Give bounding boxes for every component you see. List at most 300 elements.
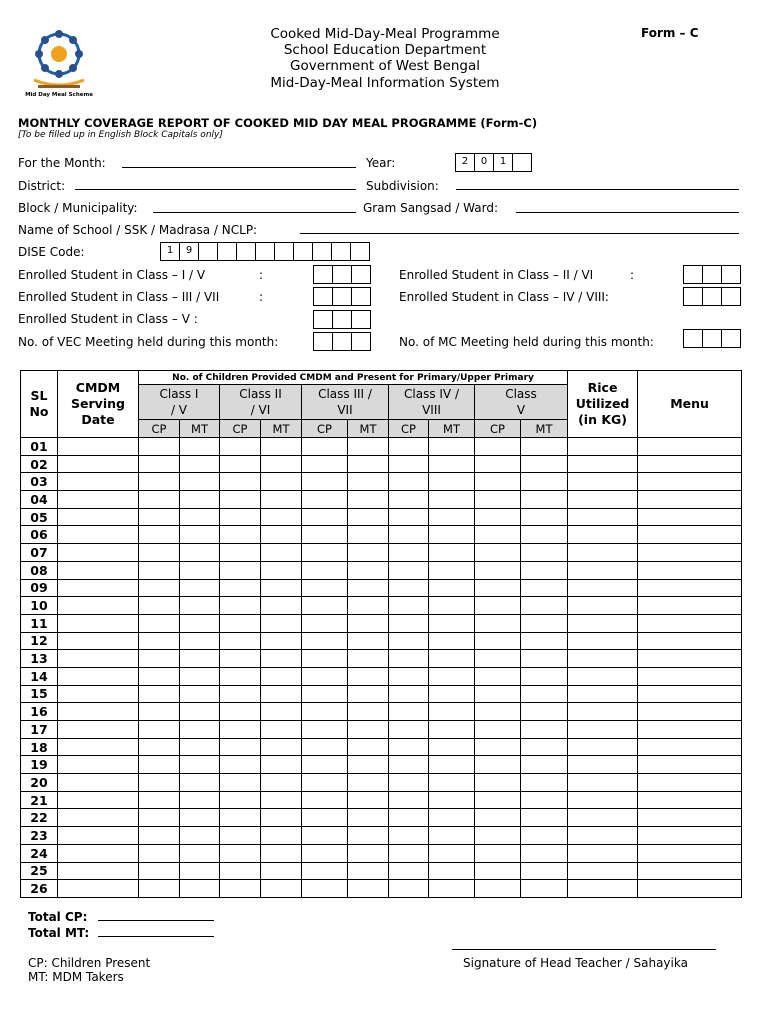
table-cell[interactable]	[302, 827, 348, 845]
table-cell[interactable]	[348, 632, 389, 650]
block-field[interactable]	[153, 212, 356, 213]
table-cell[interactable]	[475, 473, 521, 491]
table-cell[interactable]	[389, 561, 429, 579]
table-cell[interactable]	[180, 667, 220, 685]
month-field[interactable]	[122, 167, 356, 168]
table-cell[interactable]	[521, 862, 568, 880]
table-cell[interactable]	[389, 703, 429, 721]
table-cell[interactable]	[302, 756, 348, 774]
table-cell[interactable]	[348, 774, 389, 792]
signature-line[interactable]	[452, 949, 716, 950]
table-cell[interactable]	[521, 455, 568, 473]
enrolled-class-5-boxes[interactable]	[313, 310, 371, 329]
table-cell[interactable]	[261, 721, 302, 739]
table-cell[interactable]	[180, 491, 220, 509]
table-cell[interactable]	[568, 614, 638, 632]
table-cell[interactable]	[521, 880, 568, 898]
table-cell[interactable]	[389, 844, 429, 862]
table-cell[interactable]	[568, 880, 638, 898]
table-cell[interactable]	[568, 721, 638, 739]
table-cell[interactable]	[638, 632, 742, 650]
table-cell[interactable]	[139, 650, 180, 668]
table-cell[interactable]	[58, 844, 139, 862]
table-cell[interactable]	[139, 491, 180, 509]
dise-digit[interactable]: 9	[180, 243, 199, 260]
table-cell[interactable]	[568, 544, 638, 562]
table-cell[interactable]	[521, 473, 568, 491]
table-cell[interactable]	[568, 526, 638, 544]
table-cell[interactable]	[139, 774, 180, 792]
table-cell[interactable]	[389, 667, 429, 685]
table-cell[interactable]	[139, 827, 180, 845]
table-cell[interactable]	[475, 844, 521, 862]
table-cell[interactable]	[429, 844, 475, 862]
table-cell[interactable]	[261, 561, 302, 579]
table-cell[interactable]	[302, 455, 348, 473]
table-cell[interactable]	[638, 561, 742, 579]
table-cell[interactable]	[180, 738, 220, 756]
table-cell[interactable]	[139, 791, 180, 809]
year-boxes[interactable]	[455, 153, 532, 172]
dise-digit[interactable]	[351, 243, 369, 260]
table-cell[interactable]	[389, 614, 429, 632]
table-cell[interactable]	[180, 791, 220, 809]
table-cell[interactable]	[521, 703, 568, 721]
table-cell[interactable]	[220, 597, 261, 615]
table-cell[interactable]	[261, 650, 302, 668]
table-cell[interactable]	[475, 685, 521, 703]
table-cell[interactable]	[302, 703, 348, 721]
table-cell[interactable]	[638, 650, 742, 668]
table-cell[interactable]	[521, 809, 568, 827]
table-cell[interactable]	[139, 597, 180, 615]
table-cell[interactable]	[220, 544, 261, 562]
table-cell[interactable]	[475, 526, 521, 544]
table-cell[interactable]	[220, 508, 261, 526]
table-cell[interactable]	[180, 650, 220, 668]
table-cell[interactable]	[348, 491, 389, 509]
table-cell[interactable]	[638, 614, 742, 632]
table-cell[interactable]	[429, 685, 475, 703]
table-cell[interactable]	[180, 756, 220, 774]
table-cell[interactable]	[568, 473, 638, 491]
table-cell[interactable]	[180, 579, 220, 597]
table-cell[interactable]	[220, 774, 261, 792]
table-cell[interactable]	[638, 791, 742, 809]
table-cell[interactable]	[389, 721, 429, 739]
table-cell[interactable]	[220, 862, 261, 880]
table-cell[interactable]	[58, 791, 139, 809]
table-cell[interactable]	[429, 473, 475, 491]
table-cell[interactable]	[521, 844, 568, 862]
table-cell[interactable]	[429, 791, 475, 809]
dise-digit[interactable]	[313, 243, 332, 260]
table-cell[interactable]	[521, 738, 568, 756]
table-cell[interactable]	[521, 774, 568, 792]
table-cell[interactable]	[568, 862, 638, 880]
table-cell[interactable]	[521, 438, 568, 456]
table-cell[interactable]	[180, 544, 220, 562]
dise-digit[interactable]	[237, 243, 256, 260]
table-cell[interactable]	[220, 685, 261, 703]
table-cell[interactable]	[302, 862, 348, 880]
table-cell[interactable]	[348, 526, 389, 544]
table-cell[interactable]	[348, 597, 389, 615]
table-cell[interactable]	[180, 685, 220, 703]
table-cell[interactable]	[302, 844, 348, 862]
table-cell[interactable]	[220, 844, 261, 862]
table-cell[interactable]	[348, 738, 389, 756]
table-cell[interactable]	[302, 774, 348, 792]
table-cell[interactable]	[261, 455, 302, 473]
dise-digit[interactable]	[256, 243, 275, 260]
table-cell[interactable]	[348, 508, 389, 526]
enrolled-class-4-8-boxes[interactable]	[683, 287, 741, 306]
table-cell[interactable]	[180, 508, 220, 526]
table-cell[interactable]	[475, 756, 521, 774]
table-cell[interactable]	[475, 455, 521, 473]
dise-digit[interactable]	[275, 243, 294, 260]
table-cell[interactable]	[475, 561, 521, 579]
table-cell[interactable]	[389, 438, 429, 456]
table-cell[interactable]	[139, 508, 180, 526]
table-cell[interactable]	[139, 579, 180, 597]
table-cell[interactable]	[521, 721, 568, 739]
table-cell[interactable]	[58, 880, 139, 898]
table-cell[interactable]	[261, 685, 302, 703]
dise-digit[interactable]: 1	[161, 243, 180, 260]
table-cell[interactable]	[568, 827, 638, 845]
table-cell[interactable]	[521, 579, 568, 597]
table-cell[interactable]	[638, 491, 742, 509]
year-digit[interactable]: 2	[456, 154, 475, 171]
table-cell[interactable]	[429, 880, 475, 898]
table-cell[interactable]	[302, 526, 348, 544]
table-cell[interactable]	[521, 791, 568, 809]
table-cell[interactable]	[261, 667, 302, 685]
table-cell[interactable]	[389, 579, 429, 597]
table-cell[interactable]	[389, 632, 429, 650]
table-cell[interactable]	[302, 597, 348, 615]
table-cell[interactable]	[139, 473, 180, 491]
table-cell[interactable]	[348, 862, 389, 880]
year-digit[interactable]: 1	[494, 154, 513, 171]
table-cell[interactable]	[475, 491, 521, 509]
table-cell[interactable]	[220, 614, 261, 632]
table-cell[interactable]	[389, 508, 429, 526]
table-cell[interactable]	[180, 455, 220, 473]
table-cell[interactable]	[475, 791, 521, 809]
table-cell[interactable]	[261, 438, 302, 456]
table-cell[interactable]	[261, 544, 302, 562]
table-cell[interactable]	[389, 650, 429, 668]
dise-digit[interactable]	[199, 243, 218, 260]
table-cell[interactable]	[568, 650, 638, 668]
table-cell[interactable]	[261, 791, 302, 809]
table-cell[interactable]	[638, 544, 742, 562]
table-cell[interactable]	[475, 614, 521, 632]
table-cell[interactable]	[139, 809, 180, 827]
table-cell[interactable]	[348, 561, 389, 579]
table-cell[interactable]	[348, 880, 389, 898]
table-cell[interactable]	[58, 721, 139, 739]
table-cell[interactable]	[220, 703, 261, 721]
school-field[interactable]	[300, 233, 739, 234]
table-cell[interactable]	[139, 880, 180, 898]
table-cell[interactable]	[348, 473, 389, 491]
year-digit[interactable]: 0	[475, 154, 494, 171]
dise-digit[interactable]	[332, 243, 351, 260]
table-cell[interactable]	[139, 632, 180, 650]
table-cell[interactable]	[180, 862, 220, 880]
table-cell[interactable]	[139, 721, 180, 739]
table-cell[interactable]	[261, 526, 302, 544]
table-cell[interactable]	[348, 791, 389, 809]
table-cell[interactable]	[302, 508, 348, 526]
table-cell[interactable]	[521, 544, 568, 562]
table-cell[interactable]	[220, 632, 261, 650]
table-cell[interactable]	[220, 526, 261, 544]
table-cell[interactable]	[638, 738, 742, 756]
table-cell[interactable]	[220, 756, 261, 774]
table-cell[interactable]	[261, 579, 302, 597]
table-cell[interactable]	[638, 703, 742, 721]
table-cell[interactable]	[261, 880, 302, 898]
table-cell[interactable]	[638, 526, 742, 544]
table-cell[interactable]	[180, 473, 220, 491]
table-cell[interactable]	[220, 455, 261, 473]
table-cell[interactable]	[638, 809, 742, 827]
table-cell[interactable]	[389, 738, 429, 756]
table-cell[interactable]	[475, 827, 521, 845]
table-cell[interactable]	[58, 756, 139, 774]
table-cell[interactable]	[521, 561, 568, 579]
table-cell[interactable]	[58, 632, 139, 650]
table-cell[interactable]	[429, 827, 475, 845]
table-cell[interactable]	[389, 491, 429, 509]
table-cell[interactable]	[521, 827, 568, 845]
table-cell[interactable]	[429, 667, 475, 685]
table-cell[interactable]	[638, 862, 742, 880]
table-cell[interactable]	[180, 438, 220, 456]
table-cell[interactable]	[58, 438, 139, 456]
table-cell[interactable]	[58, 579, 139, 597]
mc-meeting-boxes[interactable]	[683, 329, 741, 348]
table-cell[interactable]	[521, 632, 568, 650]
table-cell[interactable]	[58, 809, 139, 827]
table-cell[interactable]	[568, 597, 638, 615]
table-cell[interactable]	[429, 561, 475, 579]
table-cell[interactable]	[638, 827, 742, 845]
table-cell[interactable]	[429, 721, 475, 739]
table-cell[interactable]	[429, 738, 475, 756]
table-cell[interactable]	[475, 508, 521, 526]
table-cell[interactable]	[475, 880, 521, 898]
table-cell[interactable]	[261, 809, 302, 827]
table-cell[interactable]	[568, 738, 638, 756]
table-cell[interactable]	[302, 632, 348, 650]
table-cell[interactable]	[58, 738, 139, 756]
table-cell[interactable]	[261, 774, 302, 792]
table-cell[interactable]	[429, 544, 475, 562]
table-cell[interactable]	[475, 597, 521, 615]
table-cell[interactable]	[348, 438, 389, 456]
table-cell[interactable]	[568, 561, 638, 579]
table-cell[interactable]	[521, 614, 568, 632]
table-cell[interactable]	[302, 579, 348, 597]
table-cell[interactable]	[139, 614, 180, 632]
table-cell[interactable]	[389, 455, 429, 473]
table-cell[interactable]	[429, 438, 475, 456]
table-cell[interactable]	[521, 756, 568, 774]
enrolled-class-2-6-boxes[interactable]	[683, 265, 741, 284]
table-cell[interactable]	[389, 862, 429, 880]
table-cell[interactable]	[348, 650, 389, 668]
table-cell[interactable]	[475, 862, 521, 880]
table-cell[interactable]	[568, 685, 638, 703]
table-cell[interactable]	[475, 438, 521, 456]
table-cell[interactable]	[180, 844, 220, 862]
table-cell[interactable]	[302, 791, 348, 809]
table-cell[interactable]	[389, 526, 429, 544]
table-cell[interactable]	[638, 844, 742, 862]
enrolled-class-1-5-boxes[interactable]	[313, 265, 371, 284]
table-cell[interactable]	[220, 667, 261, 685]
year-digit[interactable]	[513, 154, 531, 171]
table-cell[interactable]	[302, 544, 348, 562]
table-cell[interactable]	[475, 579, 521, 597]
table-cell[interactable]	[302, 685, 348, 703]
table-cell[interactable]	[139, 738, 180, 756]
table-cell[interactable]	[638, 774, 742, 792]
table-cell[interactable]	[180, 721, 220, 739]
table-cell[interactable]	[429, 632, 475, 650]
table-cell[interactable]	[638, 508, 742, 526]
table-cell[interactable]	[348, 756, 389, 774]
table-cell[interactable]	[475, 809, 521, 827]
table-cell[interactable]	[220, 880, 261, 898]
table-cell[interactable]	[302, 721, 348, 739]
table-cell[interactable]	[348, 809, 389, 827]
table-cell[interactable]	[220, 650, 261, 668]
table-cell[interactable]	[302, 614, 348, 632]
table-cell[interactable]	[139, 455, 180, 473]
table-cell[interactable]	[220, 827, 261, 845]
table-cell[interactable]	[139, 703, 180, 721]
table-cell[interactable]	[348, 685, 389, 703]
table-cell[interactable]	[139, 544, 180, 562]
table-cell[interactable]	[58, 827, 139, 845]
table-cell[interactable]	[220, 809, 261, 827]
table-cell[interactable]	[220, 738, 261, 756]
table-cell[interactable]	[58, 703, 139, 721]
table-cell[interactable]	[58, 614, 139, 632]
table-cell[interactable]	[638, 473, 742, 491]
table-cell[interactable]	[521, 508, 568, 526]
table-cell[interactable]	[429, 614, 475, 632]
total-cp-field[interactable]	[98, 920, 214, 921]
table-cell[interactable]	[389, 774, 429, 792]
table-cell[interactable]	[348, 579, 389, 597]
table-cell[interactable]	[638, 455, 742, 473]
table-cell[interactable]	[568, 438, 638, 456]
table-cell[interactable]	[638, 438, 742, 456]
table-cell[interactable]	[568, 703, 638, 721]
table-cell[interactable]	[180, 632, 220, 650]
table-cell[interactable]	[389, 791, 429, 809]
table-cell[interactable]	[302, 880, 348, 898]
table-cell[interactable]	[58, 667, 139, 685]
table-cell[interactable]	[638, 685, 742, 703]
table-cell[interactable]	[261, 473, 302, 491]
table-cell[interactable]	[429, 862, 475, 880]
table-cell[interactable]	[261, 756, 302, 774]
table-cell[interactable]	[429, 650, 475, 668]
table-cell[interactable]	[638, 667, 742, 685]
table-cell[interactable]	[429, 491, 475, 509]
table-cell[interactable]	[58, 597, 139, 615]
table-cell[interactable]	[220, 473, 261, 491]
table-cell[interactable]	[475, 544, 521, 562]
table-cell[interactable]	[638, 880, 742, 898]
table-cell[interactable]	[348, 703, 389, 721]
table-cell[interactable]	[180, 526, 220, 544]
table-cell[interactable]	[302, 473, 348, 491]
table-cell[interactable]	[348, 827, 389, 845]
table-cell[interactable]	[389, 597, 429, 615]
table-cell[interactable]	[389, 827, 429, 845]
table-cell[interactable]	[220, 438, 261, 456]
table-cell[interactable]	[389, 809, 429, 827]
table-cell[interactable]	[521, 650, 568, 668]
table-cell[interactable]	[180, 597, 220, 615]
table-cell[interactable]	[568, 791, 638, 809]
table-cell[interactable]	[261, 844, 302, 862]
table-cell[interactable]	[58, 685, 139, 703]
table-cell[interactable]	[568, 756, 638, 774]
enrolled-class-3-7-boxes[interactable]	[313, 287, 371, 306]
table-cell[interactable]	[58, 508, 139, 526]
table-cell[interactable]	[568, 508, 638, 526]
table-cell[interactable]	[475, 667, 521, 685]
table-cell[interactable]	[139, 526, 180, 544]
table-cell[interactable]	[261, 597, 302, 615]
table-cell[interactable]	[568, 455, 638, 473]
table-cell[interactable]	[389, 880, 429, 898]
table-cell[interactable]	[58, 491, 139, 509]
table-cell[interactable]	[180, 614, 220, 632]
table-cell[interactable]	[429, 526, 475, 544]
table-cell[interactable]	[139, 844, 180, 862]
table-cell[interactable]	[302, 650, 348, 668]
table-cell[interactable]	[429, 703, 475, 721]
table-cell[interactable]	[348, 721, 389, 739]
dise-digit[interactable]	[218, 243, 237, 260]
table-cell[interactable]	[302, 491, 348, 509]
table-cell[interactable]	[220, 561, 261, 579]
table-cell[interactable]	[429, 597, 475, 615]
table-cell[interactable]	[261, 491, 302, 509]
table-cell[interactable]	[58, 862, 139, 880]
table-cell[interactable]	[568, 774, 638, 792]
table-cell[interactable]	[220, 721, 261, 739]
table-cell[interactable]	[58, 473, 139, 491]
table-cell[interactable]	[638, 597, 742, 615]
table-cell[interactable]	[521, 491, 568, 509]
table-cell[interactable]	[220, 791, 261, 809]
table-cell[interactable]	[475, 703, 521, 721]
table-cell[interactable]	[139, 438, 180, 456]
